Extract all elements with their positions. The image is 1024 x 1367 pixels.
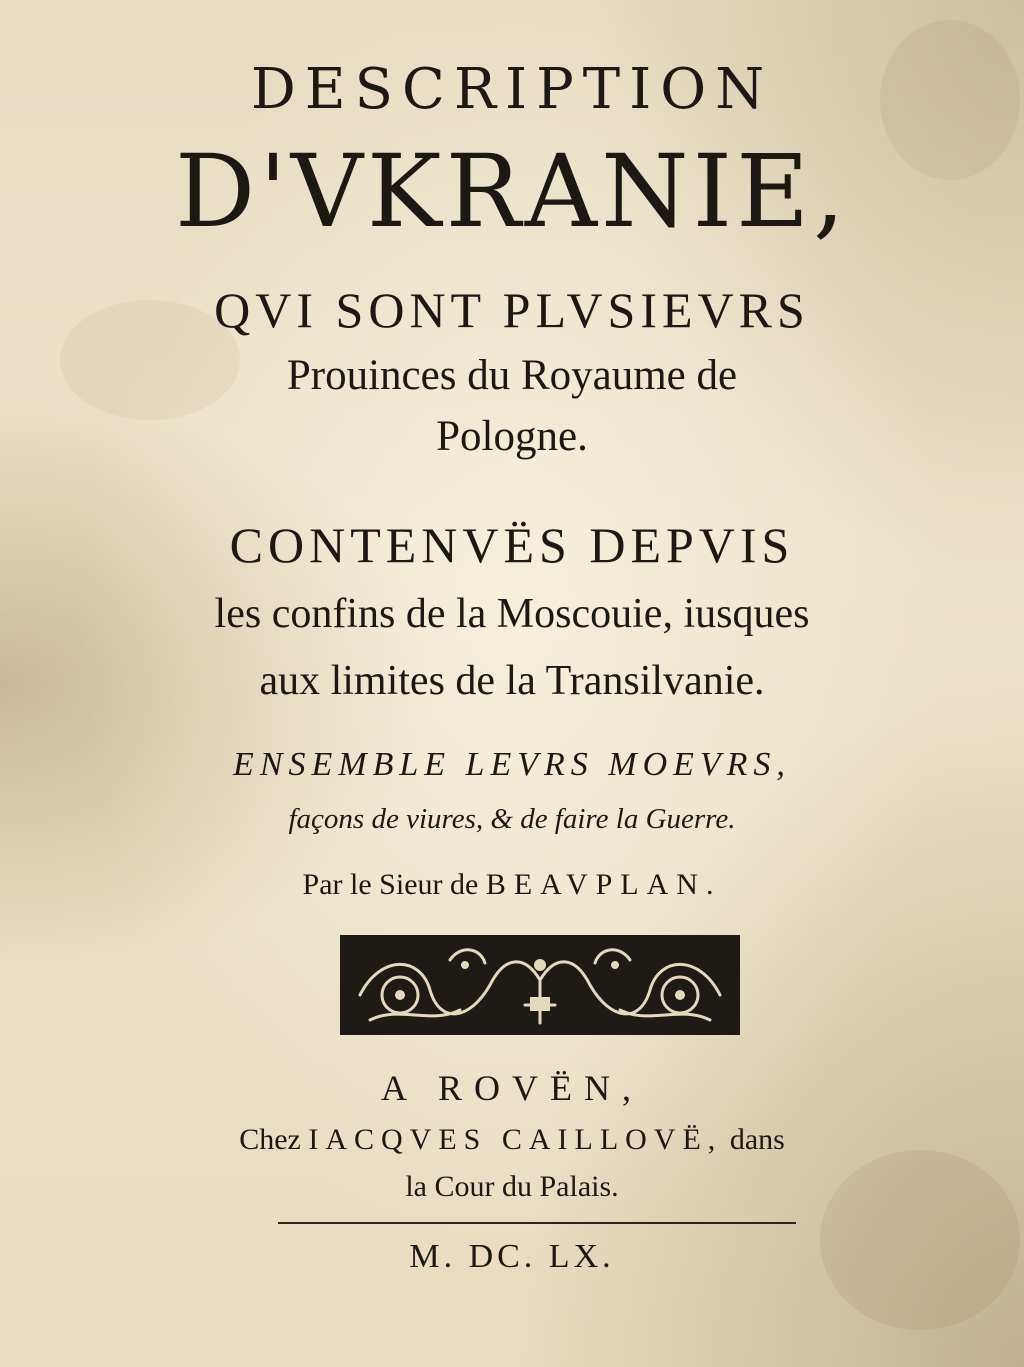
- publisher-prefix: Chez: [239, 1123, 301, 1156]
- imprint-place: A ROVËN,: [380, 1068, 643, 1108]
- subtitle-line-ensemble: ENSEMBLE LEVRS MOEVRS,: [233, 746, 791, 783]
- publisher-name: IACQVES CAILLOVË,: [308, 1123, 723, 1156]
- subtitle-line-prouinces: Prouinces du Royaume de: [286, 352, 738, 399]
- subtitle-line-limites: aux limites de la Transilvanie.: [259, 658, 765, 704]
- publisher-suffix: dans: [729, 1123, 785, 1156]
- subtitle-line-confins: les confins de la Moscouie, iusques: [214, 591, 810, 637]
- title-line-ukranie: D'VKRANIE,: [175, 133, 849, 250]
- printers-ornament-icon: [340, 935, 740, 1035]
- imprint-address: la Cour du Palais.: [405, 1170, 619, 1203]
- author-name: BEAVPLAN.: [485, 868, 722, 901]
- imprint-year: M. DC. LX.: [409, 1238, 615, 1275]
- title-line-description: DESCRIPTION: [250, 57, 774, 122]
- imprint-publisher-line: [0, 1125, 1024, 1155]
- subtitle-line-pologne: Pologne.: [436, 413, 588, 460]
- subtitle-line-qui-sont: QVI SONT PLVSIEVRS: [214, 282, 810, 338]
- subtitle-line-facons: façons de viures, & de faire la Guerre.: [288, 803, 736, 835]
- horizontal-rule: [278, 1222, 796, 1224]
- author-line: [0, 870, 1024, 900]
- author-prefix: Par le Sieur de: [302, 868, 479, 901]
- subtitle-line-contenues: CONTENVËS DEPVIS: [229, 517, 795, 573]
